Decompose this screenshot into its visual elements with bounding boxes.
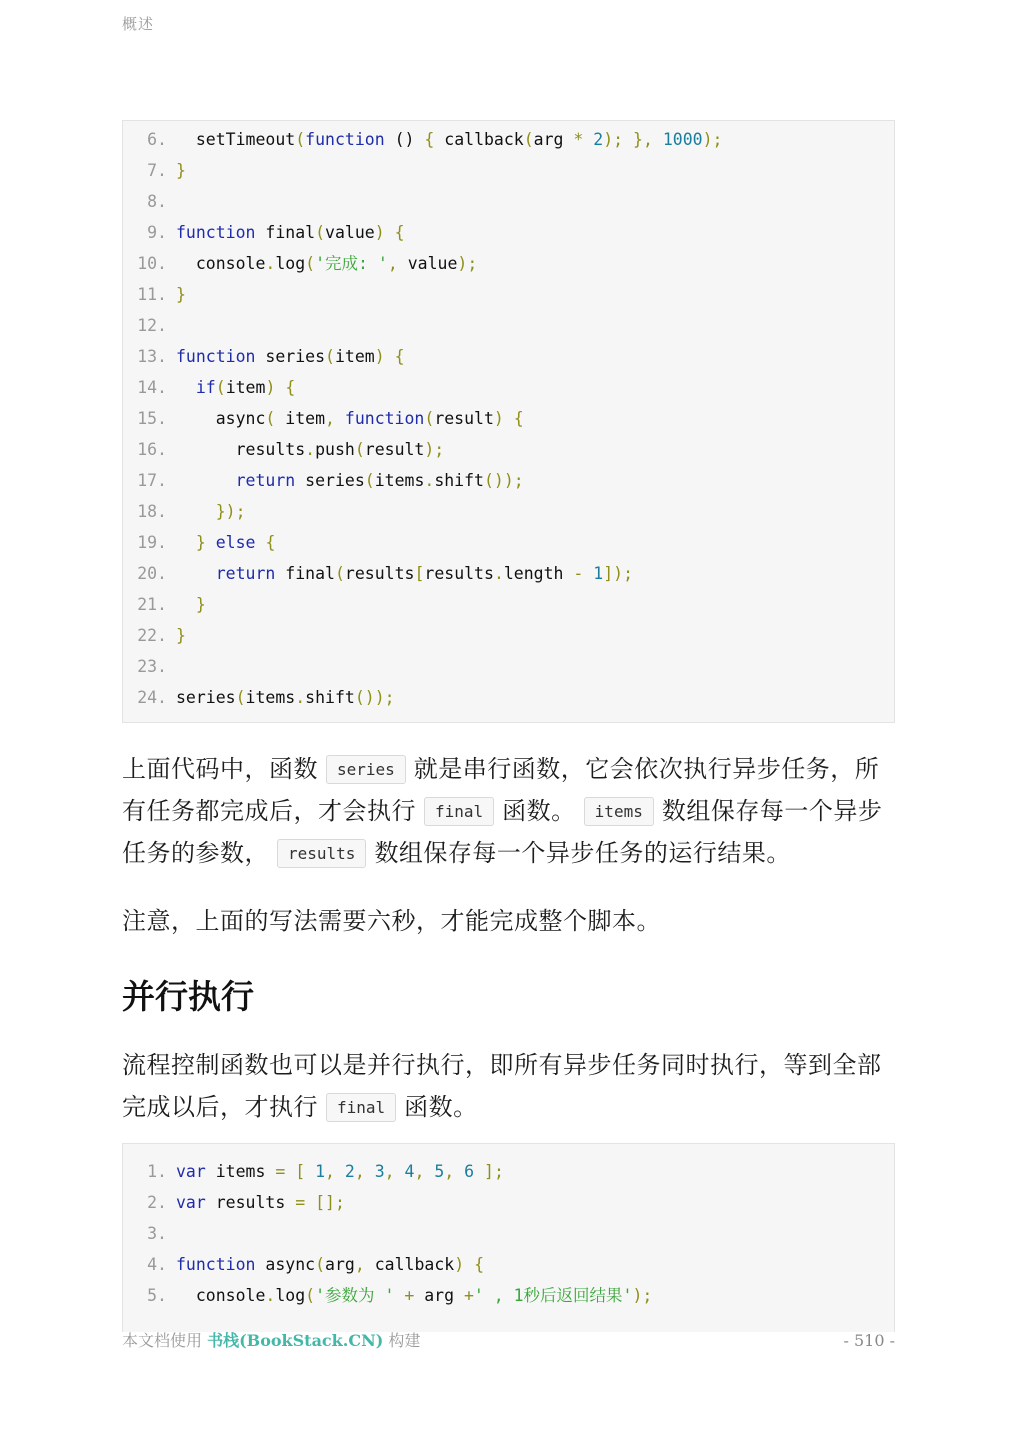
code-text: [176, 465, 524, 496]
code-token: series: [255, 347, 326, 366]
code-token: ,: [325, 409, 335, 428]
code-token: },: [633, 130, 653, 149]
code-token: item: [334, 347, 375, 366]
code-line: [123, 310, 894, 341]
code-token: [365, 1162, 375, 1181]
text-run: 函数。: [404, 1094, 478, 1121]
code-token: log: [275, 1286, 306, 1305]
code-token: [176, 533, 196, 552]
code-token: ,: [414, 1162, 425, 1181]
line-number: 16.: [137, 440, 167, 459]
code-text: [176, 496, 246, 527]
line-number: 10.: [137, 254, 167, 273]
code-token: (: [424, 409, 435, 428]
code-token: [206, 533, 216, 552]
code-line: [123, 1249, 894, 1280]
code-token: console: [176, 254, 266, 273]
paragraph: [122, 901, 895, 943]
code-token: item: [275, 409, 326, 428]
code-text: [176, 1156, 504, 1187]
code-token: [176, 595, 196, 614]
code-line: [123, 372, 894, 403]
code-text: [176, 341, 405, 372]
code-token: [464, 1255, 474, 1274]
line-number: 21.: [137, 595, 167, 614]
code-token: [275, 378, 285, 397]
code-text: [176, 124, 722, 155]
code-token: [: [295, 1162, 306, 1181]
code-token: ,: [325, 1162, 335, 1181]
code-text: [176, 558, 633, 589]
code-token: setTimeout: [176, 130, 296, 149]
code-token: }: [176, 161, 186, 180]
code-token: 6: [464, 1162, 475, 1181]
code-token: .: [305, 440, 316, 459]
line-number: 3.: [147, 1224, 167, 1243]
text-run: 流程控制函数也可以是并行执行，即所有异步任务同时执行，等到全部完成以后，才执行: [122, 1052, 882, 1121]
code-line: [123, 155, 894, 186]
code-token: results: [424, 564, 494, 583]
code-token: length: [503, 564, 574, 583]
code-text: [176, 372, 295, 403]
code-token: function: [176, 1255, 256, 1274]
code-line: [123, 403, 894, 434]
code-token: -: [573, 564, 584, 583]
line-number: 5.: [147, 1286, 167, 1305]
line-number: 23.: [137, 657, 167, 676]
code-token: results: [205, 1193, 296, 1212]
code-line: [123, 279, 894, 310]
code-token: arg: [414, 1286, 464, 1305]
code-line: [123, 186, 894, 217]
code-token: final: [275, 564, 335, 583]
code-line: [123, 217, 894, 248]
code-token: async: [255, 1255, 316, 1274]
text-run: 就是串行函数，它会依次执行异步任务，所有任务都完成后，才会执行: [122, 756, 880, 825]
code-token: callback: [434, 130, 524, 149]
code-token: if: [195, 378, 216, 397]
code-token: (: [334, 564, 345, 583]
code-token: final: [255, 223, 316, 242]
code-token: }: [176, 285, 186, 304]
code-text: [176, 403, 524, 434]
code-token: ): [493, 409, 504, 428]
code-token: }: [176, 626, 186, 645]
code-token: function: [344, 409, 425, 428]
code-token: .: [424, 471, 435, 490]
code-token: var: [176, 1193, 206, 1212]
code-token: );: [424, 440, 445, 459]
code-token: [504, 409, 514, 428]
code-token: '完成: ': [315, 254, 388, 273]
code-line: [123, 1187, 894, 1218]
code-token: (: [354, 440, 365, 459]
text-run: 注意，上面的写法需要六秒，才能完成整个脚本。: [122, 908, 661, 935]
code-token: results: [344, 564, 415, 583]
code-text: [176, 1187, 345, 1218]
line-number: 24.: [137, 688, 167, 707]
code-token: 4: [404, 1162, 415, 1181]
page-number: - 510 -: [843, 1331, 895, 1350]
code-token: );: [702, 130, 723, 149]
page-header-title: 概述: [122, 16, 155, 33]
code-token: [335, 1162, 345, 1181]
code-token: arg: [533, 130, 574, 149]
paragraph: [122, 1045, 895, 1129]
inline-code: items: [584, 797, 654, 826]
code-token: ,: [354, 1255, 365, 1274]
code-token: return: [235, 471, 296, 490]
code-token: {: [394, 223, 405, 242]
code-token: [305, 1162, 315, 1181]
code-token: .: [295, 688, 306, 707]
code-token: var: [176, 1162, 206, 1181]
code-token: return: [215, 564, 276, 583]
code-token: );: [457, 254, 478, 273]
code-text: [176, 1249, 484, 1280]
code-line: [123, 651, 894, 682]
page-footer: [122, 1328, 895, 1351]
code-token: ): [454, 1255, 465, 1274]
code-block: [122, 120, 895, 723]
code-line: [123, 434, 894, 465]
code-token: 3: [374, 1162, 385, 1181]
code-block: [122, 1143, 895, 1332]
code-token: {: [265, 533, 276, 552]
line-number: 15.: [137, 409, 167, 428]
code-token: [653, 130, 663, 149]
code-token: {: [285, 378, 296, 397]
code-token: (: [364, 471, 375, 490]
code-token: {: [513, 409, 524, 428]
code-token: 2: [593, 130, 604, 149]
line-number: 13.: [137, 347, 167, 366]
paragraph: [122, 749, 895, 875]
code-line: [123, 1280, 894, 1311]
code-token: +: [404, 1286, 415, 1305]
code-token: value: [325, 223, 375, 242]
line-number: 1.: [147, 1162, 167, 1181]
code-token: [176, 378, 196, 397]
inline-code: final: [326, 1093, 396, 1122]
code-line: [123, 620, 894, 651]
line-number: 20.: [137, 564, 167, 583]
line-number: 18.: [137, 502, 167, 521]
line-number: 14.: [137, 378, 167, 397]
code-token: [474, 1162, 484, 1181]
code-token: ): [265, 378, 276, 397]
code-token: [];: [315, 1193, 345, 1212]
line-number: 8.: [147, 192, 167, 211]
code-token: ,: [387, 254, 398, 273]
line-number: 19.: [137, 533, 167, 552]
code-token: [583, 130, 593, 149]
code-text: [176, 279, 186, 310]
code-token: 5: [434, 1162, 445, 1181]
footer-prefix: 本文档使用: [122, 1331, 208, 1350]
code-token: series: [295, 471, 365, 490]
text-run: 函数。: [502, 798, 576, 825]
code-token: callback: [364, 1255, 455, 1274]
line-number: 22.: [137, 626, 167, 645]
code-token: else: [215, 533, 256, 552]
code-token: async: [176, 409, 266, 428]
code-token: );: [632, 1286, 653, 1305]
code-token: [176, 471, 236, 490]
code-token: });: [215, 502, 246, 521]
code-token: function: [305, 130, 385, 149]
code-token: ): [374, 347, 385, 366]
code-token: [176, 502, 216, 521]
line-number: 12.: [137, 316, 167, 335]
code-token: shift: [434, 471, 484, 490]
code-token: [623, 130, 633, 149]
code-line: [123, 589, 894, 620]
code-token: [583, 564, 593, 583]
code-token: .: [265, 254, 276, 273]
code-line: [123, 1156, 894, 1187]
code-line: [123, 558, 894, 589]
code-token: [335, 409, 345, 428]
code-token: (: [295, 130, 306, 149]
code-token: series: [176, 688, 236, 707]
code-line: [123, 527, 894, 558]
code-token: }: [195, 533, 206, 552]
code-text: [176, 1280, 652, 1311]
code-token: console: [176, 1286, 266, 1305]
code-token: =: [275, 1162, 286, 1181]
code-token: 1000: [662, 130, 703, 149]
code-token: .: [265, 1286, 276, 1305]
code-text: [176, 155, 186, 186]
code-line: [123, 496, 894, 527]
code-token: function: [176, 223, 256, 242]
section-heading: 并行执行: [122, 978, 254, 1015]
code-line: [123, 248, 894, 279]
code-token: ());: [483, 471, 524, 490]
code-token: results: [176, 440, 306, 459]
code-token: result: [364, 440, 425, 459]
code-token: (: [265, 409, 276, 428]
code-token: [285, 1162, 295, 1181]
code-token: shift: [305, 688, 355, 707]
code-line: [123, 1218, 894, 1249]
code-token: items: [205, 1162, 276, 1181]
code-token: {: [394, 347, 405, 366]
code-token: [394, 1286, 404, 1305]
code-token: {: [474, 1255, 484, 1274]
code-line: [123, 682, 894, 713]
code-token: =: [295, 1193, 306, 1212]
code-text: [176, 248, 477, 279]
code-token: [256, 533, 266, 552]
code-token: (: [215, 378, 226, 397]
code-token: item: [225, 378, 266, 397]
code-token: 1: [593, 564, 604, 583]
text-run: 上面代码中，函数: [122, 756, 318, 783]
code-token: ]);: [603, 564, 634, 583]
footer-suffix: 构建: [383, 1331, 421, 1350]
code-token: ' , 1秒后返回结果': [473, 1286, 633, 1305]
code-text: [176, 682, 395, 713]
code-token: ,: [444, 1162, 455, 1181]
code-token: 2: [344, 1162, 355, 1181]
inline-code: results: [277, 839, 366, 868]
code-token: ): [374, 223, 385, 242]
code-token: ,: [384, 1162, 395, 1181]
code-line: [123, 341, 894, 372]
code-token: (: [325, 347, 335, 366]
line-number: 2.: [147, 1193, 167, 1212]
code-token: '参数为 ': [315, 1286, 395, 1305]
code-token: items: [374, 471, 425, 490]
code-token: {: [424, 130, 435, 149]
code-token: (: [315, 223, 326, 242]
code-line: [123, 465, 894, 496]
code-token: [385, 223, 395, 242]
code-token: ,: [354, 1162, 365, 1181]
article: [122, 120, 895, 1332]
code-token: [176, 564, 216, 583]
line-number: 4.: [147, 1255, 167, 1274]
inline-code: series: [326, 755, 406, 784]
text-run: 数组保存每一个异步任务的运行结果。: [374, 840, 791, 867]
code-token: +: [463, 1286, 474, 1305]
code-token: [454, 1162, 464, 1181]
bookstack-link[interactable]: 书栈(BookStack.CN): [207, 1331, 384, 1350]
text-run: 数组保存每一个异步任务的参数，: [122, 798, 883, 867]
code-text: [176, 527, 275, 558]
code-token: log: [275, 254, 306, 273]
code-token: ());: [354, 688, 395, 707]
code-token: (: [235, 688, 246, 707]
line-number: 11.: [137, 285, 167, 304]
code-line: [123, 124, 894, 155]
line-number: 7.: [147, 161, 167, 180]
inline-code: final: [424, 797, 494, 826]
code-token: (: [523, 130, 534, 149]
code-text: [176, 589, 206, 620]
code-token: arg: [325, 1255, 355, 1274]
code-token: [424, 1162, 434, 1181]
code-token: }: [195, 595, 206, 614]
code-token: items: [245, 688, 296, 707]
code-token: ];: [484, 1162, 504, 1181]
line-number: 9.: [147, 223, 167, 242]
line-number: 17.: [137, 471, 167, 490]
code-text: [176, 217, 405, 248]
code-token: [385, 347, 395, 366]
code-token: value: [397, 254, 458, 273]
code-token: (): [384, 130, 425, 149]
code-token: (: [305, 1286, 316, 1305]
code-token: [395, 1162, 405, 1181]
footer-build-note: [122, 1328, 420, 1351]
code-token: 1: [315, 1162, 326, 1181]
code-token: result: [434, 409, 494, 428]
code-text: [176, 620, 186, 651]
code-text: [176, 434, 444, 465]
code-token: );: [603, 130, 624, 149]
code-token: .: [493, 564, 504, 583]
code-token: function: [176, 347, 256, 366]
code-token: (: [305, 254, 316, 273]
line-number: 6.: [147, 130, 167, 149]
code-token: [: [414, 564, 425, 583]
code-token: (: [315, 1255, 326, 1274]
code-token: push: [315, 440, 355, 459]
code-token: [305, 1193, 315, 1212]
code-token: *: [573, 130, 584, 149]
